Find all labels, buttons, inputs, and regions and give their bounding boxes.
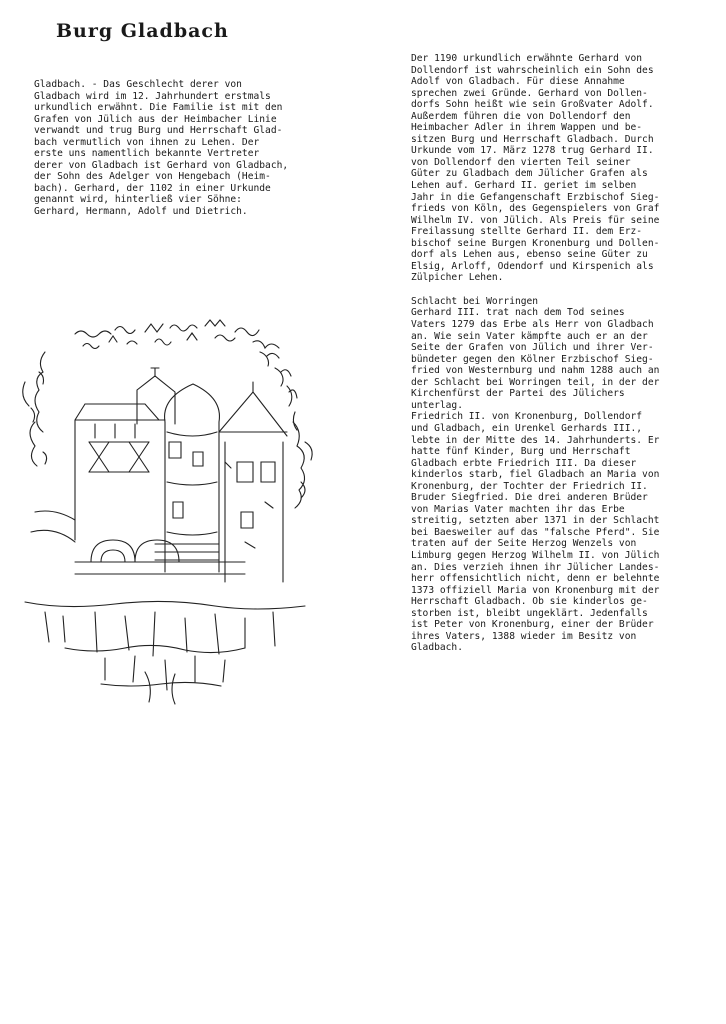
right-column <box>411 53 675 654</box>
paragraph-dollendorf: Der 1190 urkundlich erwähnte Gerhard von Dollendorf ist wahrscheinlich ein Sohn des Adolf von Gladbach. Für diese Annahme sprechen zwei Gründe. Gerhard von Dollen- dorfs Sohn heißt wie sein Großvater Adolf. Außerdem führen die von Dollendorf den Heimbacher Adler in ihrem Wappen und be- sitzen Burg und Herrschaft Gladbach. Durch Urkunde vom 17. März 1278 trug Gerhard II. von Dollendorf den vierten Teil seiner Güter zu Gladbach dem Jülicher Grafen als Lehen auf. Gerhard II. geriet im selben Jahr in die Gefangenschaft Erzbischof Sieg- frieds von Köln, des Gegenspielers von Graf Wilhelm IV. von Jülich. Als Preis für seine Freilassung stellte Gerhard II. dem Erz- bischof seine Burgen Kronenburg und Dollen- dorf als Lehen aus, ebenso seine Güter zu Elsig, Arloff, Odendorf und Kirspenich als Zülpicher Lehen. <box>411 53 660 284</box>
section-heading-worringen: Schlacht bei Worringen <box>411 295 539 307</box>
intro-paragraph: Gladbach. - Das Geschlecht derer von Gladbach wird im 12. Jahrhundert erstmals urkundlich erwähnt. Die Familie ist mit den Grafen von Jülich aus der Heimbacher Linie verwandt und trug Burg und Herrschaft Glad- bach vermutlich von ihnen zu Lehen. Der erste uns namentlich bekannte Vertreter derer von Gladbach ist Gerhard von Gladbach, der Sohn des Adelger von Hengebach (Heim- bach). Gerhard, der 1102 in einer Urkunde genannt wird, hinterließ vier Söhne: Gerhard, Hermann, Adolf und Dietrich. <box>34 79 289 217</box>
castle-sketch-illustration <box>5 312 327 712</box>
paragraph-friedrich-ii: Friedrich II. von Kronenburg, Dollendorf und Gladbach, ein Urenkel Gerhards III., lebte in der Mitte des 14. Jahrhunderts. Er hatte fünf Kinder, Burg und Herrschaft Gladbach erbte Friedrich III. Da dieser kinderlos starb, fiel Gladbach an Maria von Kronenburg, der Tochter der Friedrich II. Bruder Siegfried. Die drei anderen Brüder von Marias Vater machten ihr das Erbe streitig, setzten aber 1371 in der Schlacht bei Baesweiler auf das "falsche Pferd". Sie traten auf der Seite Herzog Wenzels von Limburg gegen Herzog Wilhelm II. von Jülich an. Dies verzieh ihnen ihr Jülicher Landes- herr offensichtlich nicht, denn er belehnte 1373 offiziell Maria von Kronenburg mit der Herrschaft Gladbach. Ob sie kinderlos ge- storben ist, bleibt ungeklärt. Jedenfalls ist Peter von Kronenburg, einer der Brüder ihres Vaters, 1388 wieder im Besitz von Gladbach. <box>411 411 660 654</box>
paragraph-gerhard-iii: Gerhard III. trat nach dem Tod seines Vaters 1279 das Erbe als Herr von Gladbach an. Wie sein Vater kämpfte auch er an der Seite der Grafen von Jülich und ihrer Ver- bündeter gegen den Kölner Erzbischof Sieg- fried von Westernburg und nahm 1288 auch an der Schlacht bei Worringen teil, in der der Kirchenfürst der Partei des Jülichers unterlag. <box>411 307 660 411</box>
page-title: Burg Gladbach <box>56 20 229 42</box>
